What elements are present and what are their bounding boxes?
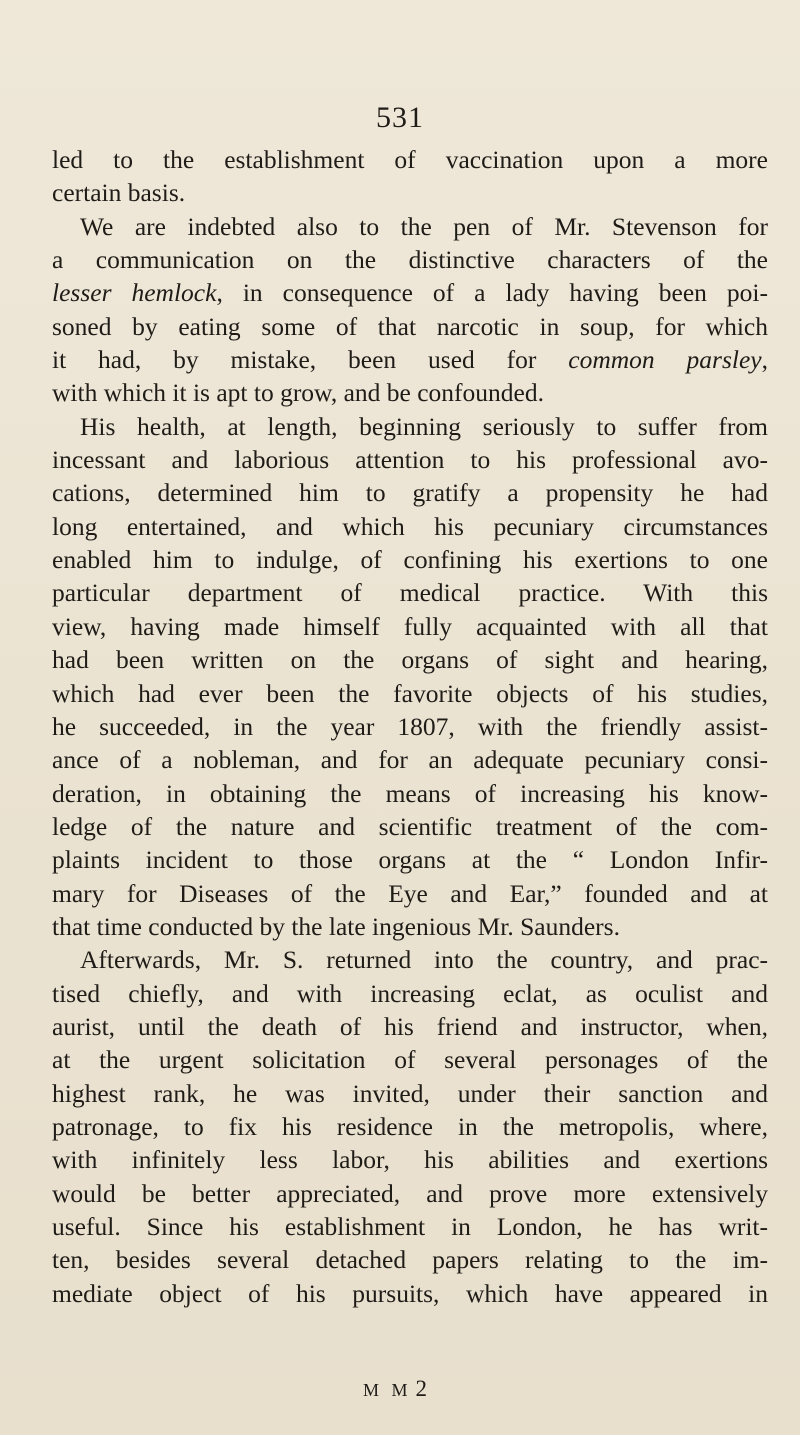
text-segment: , in consequence of a lady having been poi- — [216, 278, 768, 308]
text-line — [52, 1010, 768, 1043]
text-segment: he succeeded, in the year 1807, with the friendly assist- — [52, 711, 768, 741]
italic-term: lesser hemlock — [52, 278, 217, 308]
text-segment: aurist, until the death of his friend and instructor, when, — [52, 1011, 768, 1041]
body-text — [52, 143, 768, 1310]
text-segment: cations, determined him to gratify a propensity he had — [52, 478, 768, 508]
text-line — [52, 910, 768, 943]
text-segment: incessant and laborious attention to his professional avo- — [52, 445, 768, 475]
text-line — [52, 576, 768, 609]
text-line — [52, 643, 768, 676]
text-segment: deration, in obtaining the means of increasing his know- — [52, 778, 768, 808]
text-segment: highest rank, he was invited, under their sanction and — [52, 1078, 768, 1108]
text-line — [52, 710, 768, 743]
text-line — [52, 1277, 768, 1310]
signature-number: 2 — [415, 1376, 428, 1401]
text-segment: ance of a nobleman, and for an adequate pecuniary consi- — [52, 745, 768, 775]
text-line — [52, 343, 768, 376]
text-line — [52, 843, 768, 876]
text-segment: with infinitely less labor, his abilities and exertions — [52, 1145, 768, 1175]
text-line — [52, 210, 768, 243]
text-segment: with which it is apt to grow, and be confounded. — [52, 378, 544, 408]
text-segment: mediate object of his pursuits, which have appeared in — [52, 1278, 768, 1308]
text-segment: plaints incident to those organs at the “ London Infir- — [52, 845, 768, 875]
text-line — [52, 677, 768, 710]
text-line — [52, 310, 768, 343]
text-line — [52, 1110, 768, 1143]
text-segment: a communication on the distinctive characters of the — [52, 245, 768, 275]
text-segment: had been written on the organs of sight and hearing, — [52, 645, 768, 675]
text-line — [52, 1043, 768, 1076]
text-segment: His health, at length, beginning seriously to suffer from — [80, 411, 768, 441]
text-segment: it had, by mistake, been used for — [52, 345, 569, 375]
text-segment: ledge of the nature and scientific treatment of the com- — [52, 811, 768, 841]
text-segment: led to the establishment of vaccination upon a more — [52, 145, 768, 174]
text-segment: view, having made himself fully acquainted with all that — [52, 611, 768, 641]
text-line — [52, 410, 768, 443]
text-line — [52, 810, 768, 843]
text-line — [52, 176, 768, 209]
text-segment: tised chiefly, and with increasing eclat, as oculist and — [52, 978, 768, 1008]
text-line — [52, 1077, 768, 1110]
text-segment: that time conducted by the late ingenious Mr. Saunders. — [52, 911, 620, 941]
text-line — [52, 543, 768, 576]
text-line — [52, 476, 768, 509]
text-line — [52, 276, 768, 309]
text-segment: Afterwards, Mr. S. returned into the country, and prac- — [80, 945, 768, 975]
text-line — [52, 510, 768, 543]
text-segment: at the urgent solicitation of several personages of the — [52, 1045, 768, 1075]
text-segment: particular department of medical practice. With this — [52, 578, 768, 608]
text-line — [52, 243, 768, 276]
text-segment: soned by eating some of that narcotic in soup, for which — [52, 311, 768, 341]
signature-letters: M M — [363, 1380, 412, 1400]
text-segment: ten, besides several detached papers relating to the im- — [52, 1245, 768, 1275]
text-line — [52, 1143, 768, 1176]
text-segment: patronage, to fix his residence in the metropolis, where, — [52, 1111, 768, 1141]
text-segment: which had ever been the favorite objects of his studies, — [52, 678, 768, 708]
text-line — [52, 1177, 768, 1210]
text-segment: useful. Since his establishment in London, he has writ- — [52, 1212, 768, 1241]
text-segment: , — [761, 345, 768, 375]
text-segment: would be better appreciated, and prove more extensively — [52, 1178, 768, 1208]
text-segment: certain basis. — [52, 178, 186, 208]
text-line — [52, 943, 768, 976]
text-line — [52, 443, 768, 476]
text-line — [52, 1210, 768, 1243]
italic-term: common parsley — [568, 345, 762, 375]
text-line — [52, 143, 768, 176]
text-line — [52, 977, 768, 1010]
text-line — [52, 877, 768, 910]
text-segment: long entertained, and which his pecuniary circumstances — [52, 511, 768, 541]
text-line — [52, 743, 768, 776]
text-line — [52, 777, 768, 810]
signature-mark — [363, 1376, 427, 1402]
text-segment: We are indebted also to the pen of Mr. Stevenson for — [80, 211, 768, 241]
text-segment: enabled him to indulge, of confining his exertions to one — [52, 545, 768, 575]
text-line — [52, 610, 768, 643]
page-number: 531 — [376, 101, 424, 134]
text-segment: mary for Diseases of the Eye and Ear,” founded and at — [52, 878, 768, 908]
text-line — [52, 376, 768, 409]
text-line — [52, 1243, 768, 1276]
